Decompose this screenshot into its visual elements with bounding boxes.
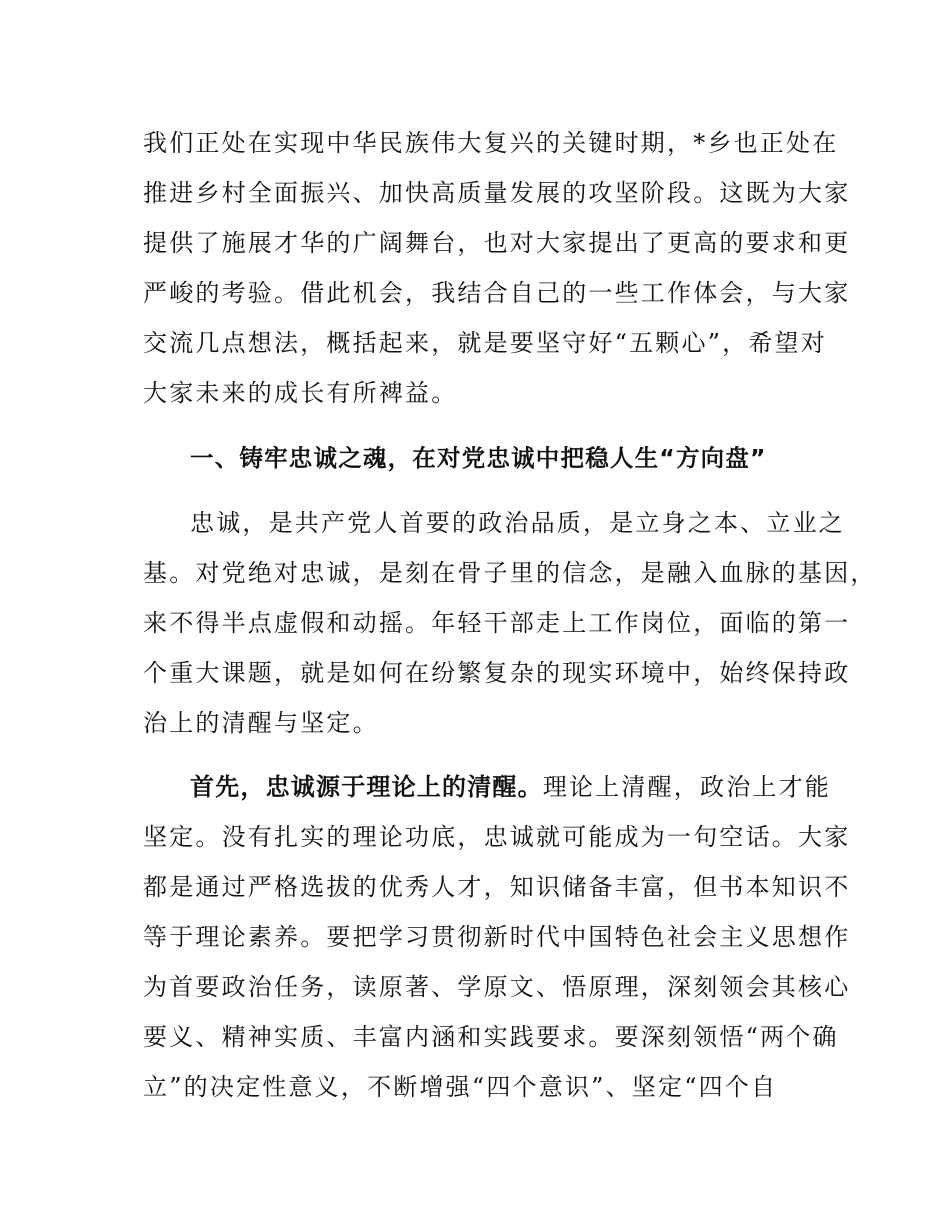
intro-line: 大家未来的成长有所裨益。 [143, 379, 458, 407]
paragraph-line: 都是通过严格选拔的优秀人才，知识储备丰富，但书本知识不 [143, 873, 851, 901]
paragraph-line: 立”的决定性意义，不断增强“四个意识”、坚定“四个自 [143, 1073, 778, 1101]
paragraph-line: 治上的清醒与坚定。 [143, 709, 379, 737]
paragraph-line: 忠诚，是共产党人首要的政治品质，是立身之本、立业之 [190, 509, 845, 537]
paragraph-line: 坚定。没有扎实的理论功底，忠诚就可能成为一句空话。大家 [143, 823, 851, 851]
intro-line: 推进乡村全面振兴、加快高质量发展的攻坚阶段。这既为大家 [143, 179, 851, 207]
paragraph-line: 基。对党绝对忠诚，是刻在骨子里的信念，是融入血脉的基因， [143, 559, 877, 587]
paragraph-line: 来不得半点虚假和动摇。年轻干部走上工作岗位，面临的第一 [143, 609, 851, 637]
paragraph-line: 个重大课题，就是如何在纷繁复杂的现实环境中，始终保持政 [143, 659, 851, 687]
intro-line: 交流几点想法，概括起来，就是要坚守好“五颗心”，希望对 [143, 329, 827, 357]
intro-line: 我们正处在实现中华民族伟大复兴的关键时期，*乡也正处在 [143, 129, 839, 157]
paragraph-line: 要义、精神实质、丰富内涵和实践要求。要深刻领悟“两个确 [143, 1023, 839, 1051]
intro-line: 提供了施展才华的广阔舞台，也对大家提出了更高的要求和更 [143, 229, 851, 257]
intro-line: 严峻的考验。借此机会，我结合自己的一些工作体会，与大家 [143, 279, 851, 307]
paragraph-text: 理论上清醒，政治上才能 [542, 773, 832, 801]
paragraph-line: 为首要政治任务，读原著、学原文、悟原理，深刻领会其核心 [143, 973, 851, 1001]
section-heading: 一、铸牢忠诚之魂，在对党忠诚中把稳人生“方向盘” [190, 444, 767, 472]
paragraph-line: 等于理论素养。要把学习贯彻新时代中国特色社会主义思想作 [143, 923, 851, 951]
bold-lead: 首先，忠诚源于理论上的清醒。 [190, 773, 543, 801]
paragraph-line [190, 772, 831, 802]
